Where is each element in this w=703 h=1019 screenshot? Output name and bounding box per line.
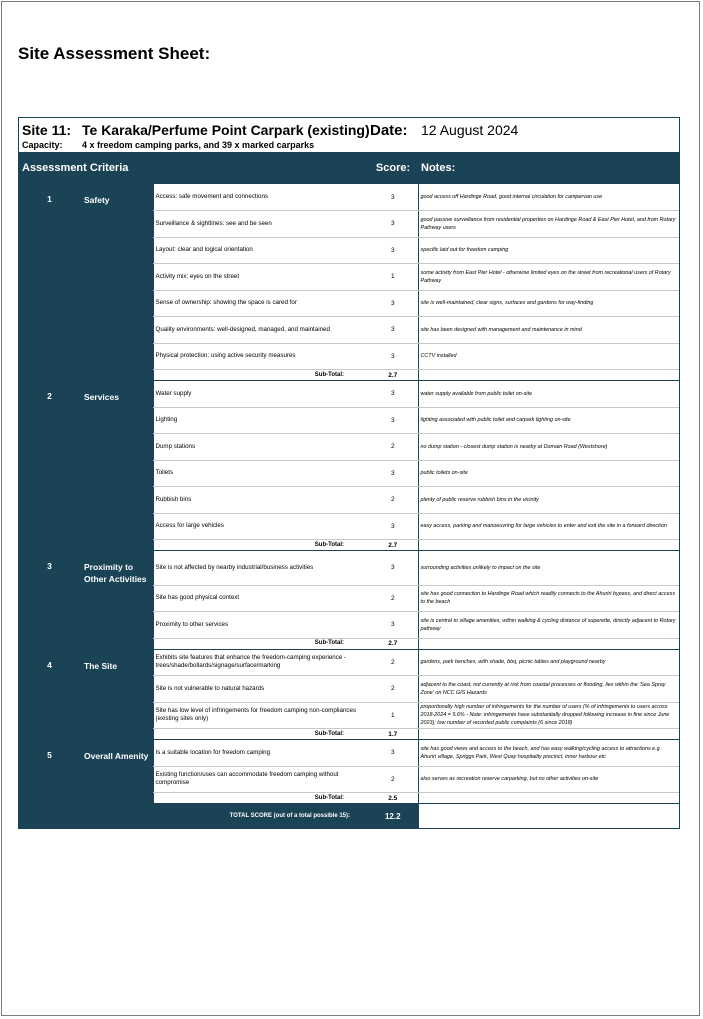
- total-note-cell: [418, 804, 679, 829]
- subtotal-note-cell: [418, 793, 679, 804]
- sheet-header: [19, 118, 679, 152]
- criterion-score: 3: [368, 343, 418, 370]
- criterion-note: specific laid out for freedom camping: [418, 237, 679, 264]
- section-cell: [80, 370, 153, 381]
- criterion-text: Access for large vehicles: [153, 513, 368, 540]
- criterion-text: Surveillance & sightlines: see and be seen: [153, 211, 368, 238]
- section-cell: [19, 434, 80, 461]
- criterion-text: Layout: clear and logical orientation: [153, 237, 368, 264]
- section-cell: [80, 237, 153, 264]
- total-row: [19, 804, 679, 829]
- subtotal-value: 2.5: [368, 793, 418, 804]
- criterion-note: public toilets on-site: [418, 460, 679, 487]
- subtotal-row: [19, 793, 679, 804]
- notes-header: Notes:: [418, 152, 679, 184]
- criterion-score: 2: [368, 766, 418, 793]
- criterion-text: Toilets: [153, 460, 368, 487]
- section-cell: [19, 702, 80, 729]
- total-score: 12.2: [368, 804, 418, 829]
- criterion-score: 1: [368, 702, 418, 729]
- criteria-row: [19, 237, 679, 264]
- criterion-text: Rubbish bins: [153, 487, 368, 514]
- subtotal-row: [19, 638, 679, 649]
- subtotal-note-cell: [418, 638, 679, 649]
- section-cell: [19, 370, 80, 381]
- criterion-score: 2: [368, 487, 418, 514]
- section-name: Proximity to Other Activities: [80, 551, 153, 586]
- subtotal-row: [19, 729, 679, 740]
- criterion-score: 3: [368, 184, 418, 211]
- subtotal-note-cell: [418, 370, 679, 381]
- section-cell: [80, 264, 153, 291]
- section-cell: [80, 211, 153, 238]
- section-number: 1: [19, 184, 80, 211]
- criterion-note: good access off Hardinge Road, good internal circulation for campervan use: [418, 184, 679, 211]
- criterion-text: Sense of ownership: showing the space is cared for: [153, 290, 368, 317]
- total-label: TOTAL SCORE (out of a total possible 15):: [19, 804, 368, 829]
- criterion-note: gardens, park benches, with shade, bbq, picnic tables and playground nearby: [418, 649, 679, 676]
- criteria-row: [19, 460, 679, 487]
- criterion-text: Site has low level of infringements for freedom camping non-compliances (existing sites only): [153, 702, 368, 729]
- criterion-text: Dump stations: [153, 434, 368, 461]
- section-cell: [19, 540, 80, 551]
- subtotal-label: Sub-Total:: [153, 540, 368, 551]
- criterion-text: Quality environments: well-designed, managed, and maintained: [153, 317, 368, 344]
- section-cell: [19, 407, 80, 434]
- section-cell: [80, 434, 153, 461]
- section-cell: [19, 237, 80, 264]
- criterion-text: Lighting: [153, 407, 368, 434]
- section-cell: [19, 585, 80, 612]
- criterion-note: proportionally high number of infringements for the number of users (% of infringements to users across 2018-2024 = 5.6% - Note: infringements have substantially dropped following increase in fine since June 2023); low number of recorded public complaints (6 since 2018): [418, 702, 679, 729]
- section-cell: [19, 290, 80, 317]
- criterion-score: 3: [368, 612, 418, 639]
- criterion-text: Site is not vulnerable to natural hazards: [153, 676, 368, 703]
- criterion-score: 3: [368, 290, 418, 317]
- criterion-score: 3: [368, 740, 418, 767]
- criterion-note: easy access, parking and manoeuvring for large vehicles to enter and exit the site in a forward direction: [418, 513, 679, 540]
- criteria-row: [19, 434, 679, 461]
- section-cell: [19, 676, 80, 703]
- criterion-text: Access: safe movement and connections: [153, 184, 368, 211]
- section-cell: [80, 585, 153, 612]
- criteria-row: [19, 585, 679, 612]
- criteria-row: [19, 702, 679, 729]
- section-number: 4: [19, 649, 80, 676]
- date-label: Date:: [370, 122, 408, 139]
- section-cell: [80, 766, 153, 793]
- criterion-note: lighting associated with public toilet and carpark lighting on-site: [418, 407, 679, 434]
- capacity-value: 4 x freedom camping parks, and 39 x marked carparks: [82, 140, 315, 150]
- criterion-note: site has been designed with management and maintenance in mind: [418, 317, 679, 344]
- section-cell: [80, 638, 153, 649]
- subtotal-label: Sub-Total:: [153, 638, 368, 649]
- site-number: Site 11:: [22, 122, 72, 138]
- assessment-sheet: [18, 117, 680, 829]
- section-cell: [80, 612, 153, 639]
- criterion-score: 3: [368, 317, 418, 344]
- column-header-row: [19, 152, 679, 184]
- criterion-text: Is a suitable location for freedom camping: [153, 740, 368, 767]
- section-name: Overall Amenity: [80, 740, 153, 767]
- criterion-score: 1: [368, 264, 418, 291]
- site-name: Te Karaka/Perfume Point Carpark (existing): [82, 122, 370, 138]
- criterion-text: Activity mix: eyes on the street: [153, 264, 368, 291]
- capacity-label: Capacity:: [22, 140, 63, 150]
- criterion-score: 3: [368, 460, 418, 487]
- criterion-score: 2: [368, 585, 418, 612]
- criterion-note: CCTV installed: [418, 343, 679, 370]
- subtotal-value: 1.7: [368, 729, 418, 740]
- criterion-note: site has good views and access to the beach, and has easy walking/cycling access to attractions e.g. Ahuriri village, Spriggs Park, West Quay hospitality precinct, inner harbour etc: [418, 740, 679, 767]
- criteria-row: [19, 264, 679, 291]
- criteria-row: [19, 766, 679, 793]
- criteria-row: [19, 343, 679, 370]
- criteria-row: [19, 612, 679, 639]
- section-cell: [19, 513, 80, 540]
- criterion-note: good passive surveillance from residential properties on Hardinge Road & East Pier Hotel, and from Rotary Pathway users: [418, 211, 679, 238]
- subtotal-label: Sub-Total:: [153, 729, 368, 740]
- criteria-row: [19, 551, 679, 586]
- criteria-row: [19, 184, 679, 211]
- page-title: Site Assessment Sheet:: [18, 44, 211, 63]
- section-cell: [80, 317, 153, 344]
- section-cell: [80, 540, 153, 551]
- subtotal-note-cell: [418, 540, 679, 551]
- criterion-score: 2: [368, 434, 418, 461]
- criteria-row: [19, 211, 679, 238]
- criterion-score: 3: [368, 551, 418, 586]
- criterion-note: some activity from East Pier Hotel - otherwise limited eyes on the street from recreational users of Rotary Pathway: [418, 264, 679, 291]
- criterion-score: 3: [368, 407, 418, 434]
- subtotal-value: 2.7: [368, 540, 418, 551]
- section-cell: [80, 343, 153, 370]
- date-value: 12 August 2024: [421, 122, 519, 138]
- criteria-row: [19, 381, 679, 408]
- subtotal-label: Sub-Total:: [153, 793, 368, 804]
- criteria-row: [19, 407, 679, 434]
- assessment-table: [19, 152, 679, 828]
- criterion-score: 3: [368, 237, 418, 264]
- section-cell: [80, 793, 153, 804]
- section-name: Safety: [80, 184, 153, 211]
- criterion-note: site has good connection to Hardinge Road which readily connects to the Ahuriri bypass, and direct access to the beach: [418, 585, 679, 612]
- section-name: Services: [80, 381, 153, 408]
- criteria-row: [19, 317, 679, 344]
- subtotal-label: Sub-Total:: [153, 370, 368, 381]
- criterion-note: also serves as recreation reserve carparking, but no other activities on-site: [418, 766, 679, 793]
- section-cell: [19, 460, 80, 487]
- section-cell: [80, 729, 153, 740]
- criteria-row: [19, 513, 679, 540]
- criteria-row: [19, 649, 679, 676]
- subtotal-value: 2.7: [368, 370, 418, 381]
- section-cell: [19, 793, 80, 804]
- criteria-row: [19, 740, 679, 767]
- criterion-text: Proximity to other services: [153, 612, 368, 639]
- criterion-note: adjacent to the coast, not currently at risk from coastal processes or flooding, lies within the 'Sea Spray Zone' on NCC GIS Hazards: [418, 676, 679, 703]
- score-header: Score:: [368, 152, 418, 184]
- criterion-note: no dump station - closest dump station is nearby at Domain Road (Westshore): [418, 434, 679, 461]
- section-cell: [19, 317, 80, 344]
- section-cell: [19, 487, 80, 514]
- section-cell: [19, 211, 80, 238]
- section-cell: [80, 487, 153, 514]
- section-number: 5: [19, 740, 80, 767]
- section-number: 2: [19, 381, 80, 408]
- criterion-score: 3: [368, 211, 418, 238]
- section-cell: [19, 638, 80, 649]
- section-cell: [19, 612, 80, 639]
- criterion-text: Physical protection: using active security measures: [153, 343, 368, 370]
- criterion-text: Water supply: [153, 381, 368, 408]
- section-name: The Site: [80, 649, 153, 676]
- criterion-score: 3: [368, 513, 418, 540]
- criterion-note: surrounding activities unlikely to impact on the site: [418, 551, 679, 586]
- criterion-text: Existing function/uses can accommodate freedom camping without compromise: [153, 766, 368, 793]
- criteria-header: Assessment Criteria: [19, 152, 153, 184]
- section-cell: [80, 513, 153, 540]
- section-cell: [80, 676, 153, 703]
- section-number: 3: [19, 551, 80, 586]
- criterion-text: Site is not affected by nearby industrial/business activities: [153, 551, 368, 586]
- subtotal-note-cell: [418, 729, 679, 740]
- criterion-text: Exhibits site features that enhance the freedom-camping experience - trees/shade/bollards/signage/surface/marking: [153, 649, 368, 676]
- criterion-score: 2: [368, 676, 418, 703]
- subtotal-value: 2.7: [368, 638, 418, 649]
- criterion-text: Site has good physical context: [153, 585, 368, 612]
- section-cell: [80, 407, 153, 434]
- section-cell: [80, 290, 153, 317]
- criteria-row: [19, 487, 679, 514]
- section-cell: [80, 460, 153, 487]
- subtotal-row: [19, 370, 679, 381]
- section-cell: [19, 343, 80, 370]
- subtotal-row: [19, 540, 679, 551]
- section-cell: [19, 729, 80, 740]
- section-cell: [19, 766, 80, 793]
- criterion-note: water supply available from public toilet on-site: [418, 381, 679, 408]
- criterion-note: site is central to village amenities, within walking & cycling distance of superette, directly adjacent to Rotary pathway: [418, 612, 679, 639]
- criterion-note: site is well-maintained, clear signs, surfaces and gardens for way-finding: [418, 290, 679, 317]
- criteria-row: [19, 290, 679, 317]
- section-cell: [19, 264, 80, 291]
- criteria-row: [19, 676, 679, 703]
- section-cell: [80, 702, 153, 729]
- criterion-score: 3: [368, 381, 418, 408]
- criterion-score: 2: [368, 649, 418, 676]
- criterion-note: plenty of public reserve rubbish bins in the vicinity: [418, 487, 679, 514]
